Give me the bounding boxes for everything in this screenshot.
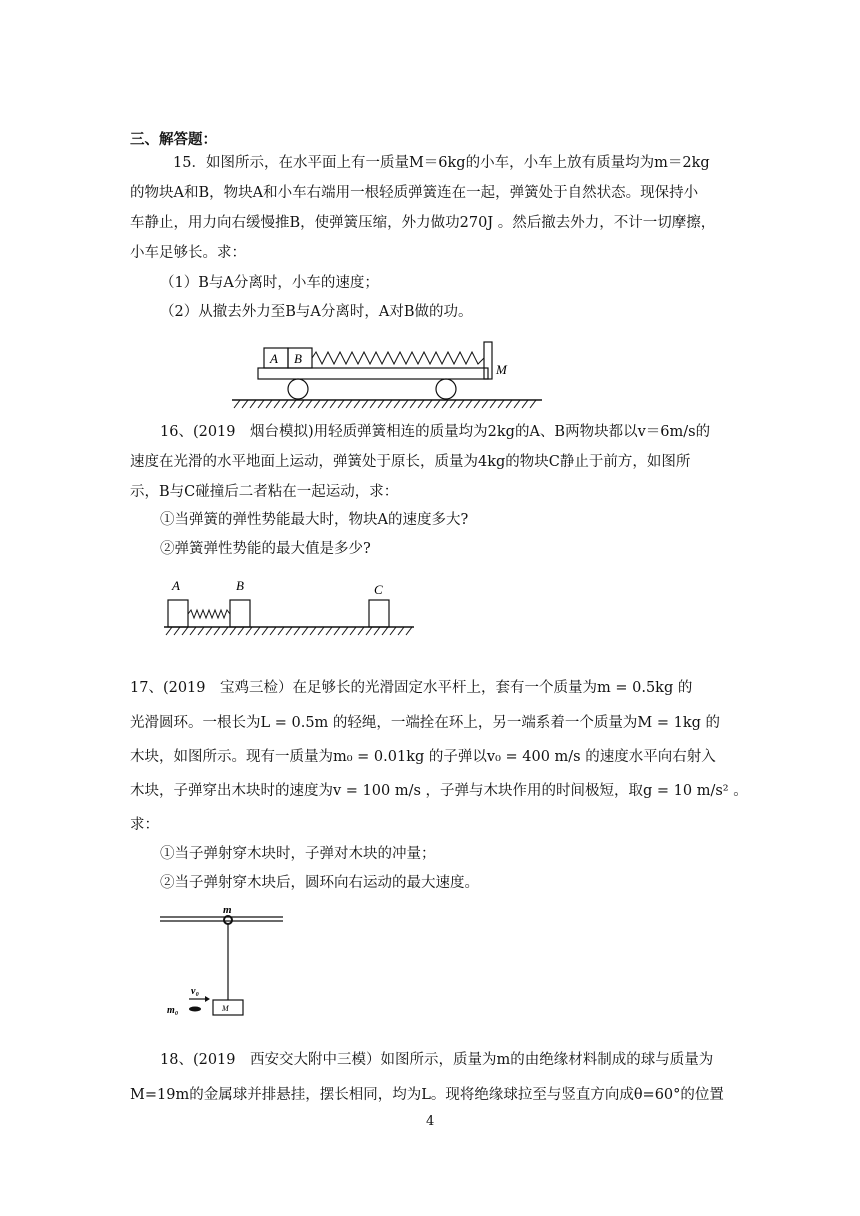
q16-line2: 速度在光滑的水平地面上运动，弹簧处于原长，质量为4kg的物块C静止于前方，如图所 xyxy=(130,454,691,470)
ground-hatching xyxy=(234,400,536,408)
spring xyxy=(188,610,230,618)
q15-line4: 小车足够长。求： xyxy=(130,245,246,261)
block-a-label: A xyxy=(172,578,180,593)
bullet xyxy=(189,1007,201,1012)
bullet-mass-label: m₀ xyxy=(167,1005,179,1016)
q15-figure-cart xyxy=(228,336,548,412)
q17-line5: 求： xyxy=(130,817,159,833)
section-title: 三、解答题： xyxy=(130,131,217,148)
wheel-right xyxy=(436,379,456,399)
block-a-label: A xyxy=(270,351,278,366)
cart-body xyxy=(258,368,488,379)
block-mass-label: M xyxy=(222,1004,229,1013)
block-a xyxy=(168,600,188,627)
block-c-label: C xyxy=(374,582,383,597)
q15-line2: 的物块A和B，物块A和小车右端用一根轻质弹簧连在一起，弹簧处于自然状态。现保持小 xyxy=(130,185,699,201)
block-b-label: B xyxy=(236,578,244,593)
q16-figure-blocks xyxy=(160,574,420,638)
page-number: 4 xyxy=(426,1114,435,1129)
ground-hatching xyxy=(166,627,412,635)
block-b xyxy=(230,600,250,627)
q17-line3: 木块，如图所示。现有一质量为m₀ = 0.01kg 的子弹以v₀ = 400 m/s 的速度水平向右射入 xyxy=(130,749,716,765)
block-c xyxy=(369,600,389,627)
ring-mass-label: m xyxy=(223,904,232,916)
cart-mass-label: M xyxy=(496,362,507,377)
block-b-label: B xyxy=(294,351,302,366)
q17-line4: 木块，子弹穿出木块时的速度为v = 100 m/s ，子弹与木块作用的时间极短，取g = 10 m/s² 。 xyxy=(130,783,748,799)
q15-line1: 15．如图所示，在水平面上有一质量M＝6kg的小车，小车上放有质量均为m＝2kg xyxy=(173,155,710,171)
q17-sub1: ①当子弹射穿木块时，子弹对木块的冲量； xyxy=(160,846,436,862)
velocity-arrowhead xyxy=(205,996,210,1002)
velocity-label: v₀ xyxy=(191,986,199,997)
q15-line3: 车静止，用力向右缓慢推B，使弹簧压缩，外力做功270J 。然后撤去外力，不计一切摩擦， xyxy=(130,215,716,231)
wheel-left xyxy=(288,379,308,399)
q16-line3: 示，B与C碰撞后二者粘在一起运动，求： xyxy=(130,484,399,500)
q17-figure-pendulum xyxy=(155,898,290,1022)
q16-sub1: ①当弹簧的弹性势能最大时，物块A的速度多大? xyxy=(160,512,469,528)
q16-line1: 16、(2019 烟台模拟)用轻质弹簧相连的质量均为2kg的A、B两物块都以v＝6m/s的 xyxy=(160,424,711,440)
q15-sub1: （1）B与A分离时，小车的速度； xyxy=(160,275,379,291)
q16-sub2: ②弹簧弹性势能的最大值是多少? xyxy=(160,541,371,557)
spring xyxy=(312,352,484,364)
q18-line1: 18、(2019 西安交大附中三模）如图所示，质量为m的由绝缘材料制成的球与质量为 xyxy=(160,1052,714,1068)
q15-sub2: （2）从撤去外力至B与A分离时，A对B做的功。 xyxy=(160,304,473,320)
q17-line1: 17、(2019 宝鸡三检）在足够长的光滑固定水平杆上，套有一个质量为m = 0.5kg 的 xyxy=(130,680,693,696)
q18-line2: M=19m的金属球并排悬挂，摆长相同，均为L。现将绝缘球拉至与竖直方向成θ=60°的位置 xyxy=(130,1087,724,1103)
q17-sub2: ②当子弹射穿木块后，圆环向右运动的最大速度。 xyxy=(160,875,479,891)
q17-line2: 光滑圆环。一根长为L = 0.5m 的轻绳，一端拴在环上，另一端系着一个质量为M = 1kg 的 xyxy=(130,715,721,731)
